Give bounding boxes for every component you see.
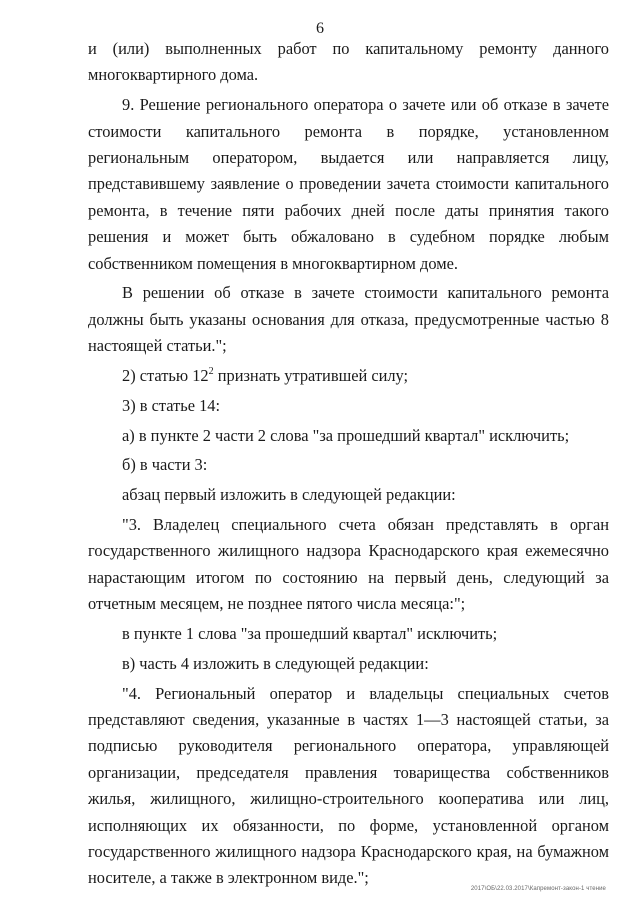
footer-file-path: 2017\ОБ\22.03.2017\Капремонт-закон-1 чтение (470, 886, 606, 892)
paragraph-refusal-grounds: В решении об отказе в зачете стоимости капитального ремонта должны быть указаны основания для отказа, предусмотренные частью 8 настоящей статьи."; (88, 283, 609, 356)
superscript-2: 2 (208, 366, 214, 378)
paragraph-subitem-v: в) часть 4 изложить в следующей редакции: (122, 653, 429, 673)
article-12-text-rest: признать утратившей силу; (213, 366, 409, 386)
paragraph-article-14: 3) в статье 14: (122, 395, 221, 415)
paragraph-article-12-2 (88, 363, 609, 389)
paragraph-quote-part-3: "3. Владелец специального счета обязан представлять в орган государственного жилищного надзора Краснодарского края ежемесячно нарастающим итогом по состоянию на первый день, следующий за отчетным месяцем, не позднее пятого числа месяца:"; (88, 515, 609, 614)
page-number: 6 (316, 20, 324, 37)
paragraph-point-1: в пункте 1 слова "за прошедший квартал" исключить; (122, 624, 498, 644)
paragraph-item-9: 9. Решение регионального оператора о зачете или об отказе в зачете стоимости капитального ремонта в порядке, установленном региональным оператором, выдается или направляется лицу, представившему заявление о проведении зачета стоимости капитального ремонта, в течение пяти рабочих дней после даты принятия такого решения и может быть обжаловано в судебном порядке любым собственником помещения в многоквартирном доме. (88, 95, 609, 273)
paragraph-subitem-b: б) в части 3: (122, 455, 208, 475)
document-body (88, 36, 609, 895)
paragraph-quote-part-4: "4. Региональный оператор и владельцы специальных счетов представляют сведения, указанные в частях 1—3 настоящей статьи, за подписью руководителя регионального оператора, управляющей организации, председателя правления товарищества собственников жилья, жилищного, жилищно-строительного кооператива или лиц, исполняющих их обязанности, по форме, установленной органом государственного жилищного надзора Краснодарского края, на бумажном носителе, а также в электронном виде."; (88, 683, 609, 888)
paragraph-continuation: и (или) выполненных работ по капитальному ремонту данного многоквартирного дома. (88, 39, 609, 85)
paragraph-first-abzac: абзац первый изложить в следующей редакции: (122, 485, 456, 505)
article-12-text: 2) статью 12 (122, 366, 209, 386)
paragraph-subitem-a: а) в пункте 2 части 2 слова "за прошедший квартал" исключить; (122, 425, 570, 445)
